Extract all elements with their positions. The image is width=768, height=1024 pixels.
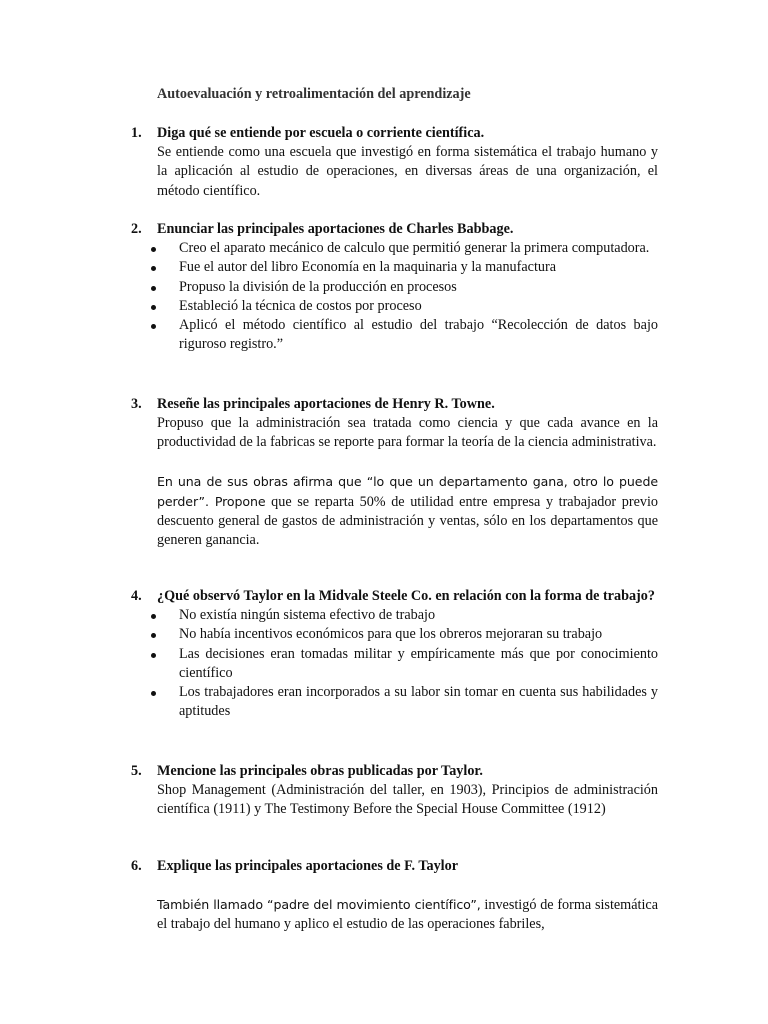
page-title: Autoevaluación y retroalimentación del aprendizaje [157,86,471,102]
question-heading [131,762,658,781]
question-heading [131,587,658,606]
list-item: Aplicó el método científico al estudio del trabajo “Recolección de datos bajo riguroso registro.” [179,316,658,354]
bullet-icon [151,324,156,329]
answer-paragraph: Se entiende como una escuela que investigó en forma sistemática el trabajo humano y la aplicación al estudio de operaciones, en diversas áreas de una organización, el método científico. [157,144,658,199]
bullet-icon [151,633,156,638]
question-text: Enunciar las principales aportaciones de Charles Babbage. [157,221,514,237]
bullet-icon [151,266,156,271]
quote-text: También llamado “padre del movimiento científico”, [157,897,481,913]
question-text: Mencione las principales obras publicadas por Taylor. [157,763,483,779]
list-item: No había incentivos económicos para que los obreros mejoraran su trabajo [179,625,658,644]
bullet-icon [151,691,156,696]
list-item: No existía ningún sistema efectivo de trabajo [179,606,658,625]
list-item: Los trabajadores eran incorporados a su labor sin tomar en cuenta sus habilidades y aptitudes [179,683,658,721]
list-item: Fue el autor del libro Economía en la maquinaria y la manufactura [179,258,658,277]
question-number: 4. [131,588,142,604]
bullet-list [131,239,658,354]
list-item: Estableció la técnica de costos por proceso [179,297,658,316]
question-3 [131,395,658,550]
list-item: Creo el aparato mecánico de calculo que permitió generar la primera computadora. [179,239,658,258]
list-item: Propuso la división de la producción en procesos [179,278,658,297]
question-2 [131,220,658,354]
bullet-list [131,606,658,721]
list-item: Las decisiones eran tomadas militar y empíricamente más que por conocimiento científico [179,645,658,683]
question-text: Reseñe las principales aportaciones de Henry R. Towne. [157,396,495,412]
answer-paragraph-2 [131,472,658,551]
paragraph-text: que se reparta 50% de utilidad entre empresa y trabajador previo descuento general de gastos de administración y ventas, sólo en los departamentos que generen ganancia. [157,493,658,549]
question-number: 1. [131,125,142,141]
question-text: ¿Qué observó Taylor en la Midvale Steele Co. en relación con la forma de trabajo? [157,588,655,604]
bullet-icon [151,653,156,658]
question-number: 6. [131,858,142,874]
answer-paragraph: Shop Management (Administración del taller, en 1903), Principios de administración científica (1911) y The Testimony Before the Special House Committee (1912) [157,782,658,818]
bullet-icon [151,305,156,310]
question-number: 2. [131,221,142,237]
question-text: Explique las principales aportaciones de F. Taylor [157,858,459,874]
question-1 [131,124,658,201]
question-heading [131,220,658,239]
quote-text: En una de sus obras afirma que “lo que un departamento gana, otro lo puede perder”. Propone [157,473,658,509]
question-number: 5. [131,763,142,779]
question-heading [131,124,658,143]
question-heading [131,857,658,876]
bullet-icon [151,614,156,619]
answer-paragraph: Propuso que la administración sea tratada como ciencia y que cada avance en la productividad de la fabricas se reporte para formar la teoría de la ciencia administrativa. [157,415,658,451]
question-heading [131,395,658,414]
bullet-icon [151,247,156,252]
question-5 [131,762,658,820]
paragraph-text: investigó de forma sistemática el trabajo del humano y aplico el estudio de las operaciones fabriles, [157,897,658,933]
question-number: 3. [131,396,142,412]
bullet-icon [151,286,156,291]
answer-paragraph [131,895,658,934]
question-6 [131,857,658,935]
question-4 [131,587,658,721]
question-text: Diga qué se entiende por escuela o corriente científica. [157,125,485,141]
